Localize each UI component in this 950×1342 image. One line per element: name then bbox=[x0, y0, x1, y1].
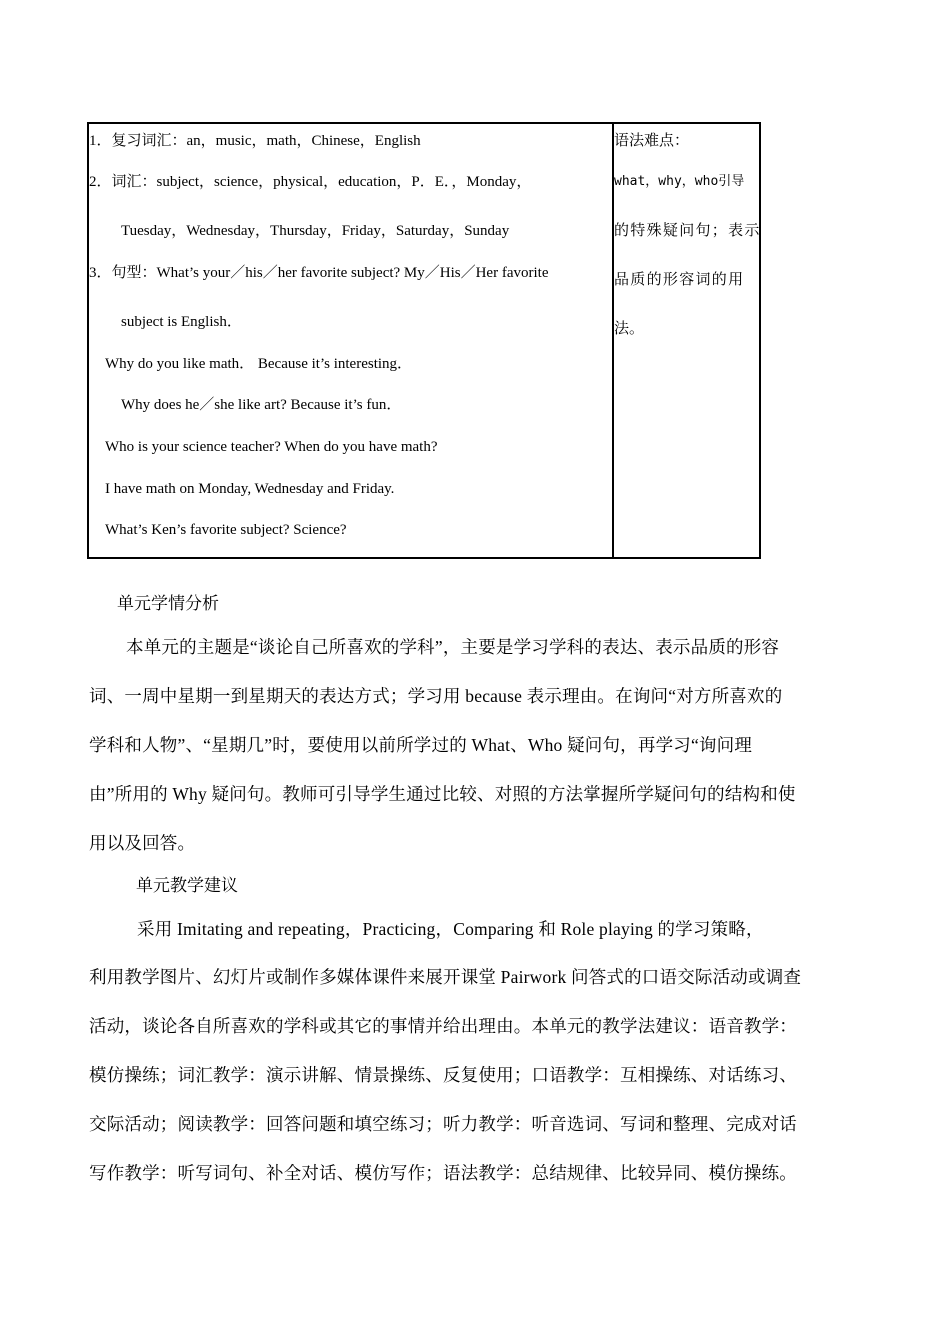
review-vocabulary-line: 1．复习词汇：an，music，math，Chinese，English bbox=[89, 133, 421, 149]
grammar-difficulty-line-2: 的特殊疑问句；表示 bbox=[614, 223, 761, 239]
analysis-heading: 单元学情分析 bbox=[117, 594, 219, 613]
grammar-difficulty-line-1: what，why，who引导 bbox=[614, 174, 745, 189]
suggestion-line: 活动，谈论各自所喜欢的学科或其它的事情并给出理由。本单元的教学法建议：语音教学： bbox=[89, 1016, 797, 1036]
suggestion-line: 交际活动；阅读教学：回答问题和填空练习；听力教学：听音选词、写词和整理、完成对话 bbox=[89, 1114, 797, 1134]
vocabulary-line-2: Tuesday，Wednesday，Thursday，Friday，Saturday，Sunday bbox=[121, 223, 510, 239]
analysis-line: 词、一周中星期一到星期天的表达方式；学习用 because 表示理由。在询问“对方所喜欢的 bbox=[89, 686, 783, 706]
suggestion-line: 利用教学图片、幻灯片或制作多媒体课件来展开课堂 Pairwork 问答式的口语交际活动或调查 bbox=[89, 967, 802, 987]
suggestion-heading: 单元教学建议 bbox=[136, 876, 238, 895]
grammar-difficulty-line-3: 品质的形容词的用 bbox=[614, 272, 745, 288]
example-sentence-1: Why do you like math． Because it’s interesting． bbox=[105, 356, 413, 372]
analysis-line: 学科和人物”、“星期几”时，要使用以前所学过的 What、Who 疑问句，再学习“询问理 bbox=[89, 735, 753, 755]
example-sentence-4: I have math on Monday, Wednesday and Friday. bbox=[105, 481, 395, 497]
example-sentence-2: Why does he／she like art? Because it’s fun． bbox=[121, 397, 402, 413]
sentence-pattern-line-1: 3．句型：What’s your／his／her favorite subject? My／His／Her favorite bbox=[89, 265, 549, 281]
grammar-difficulty-title: 语法难点： bbox=[614, 133, 690, 149]
suggestion-line: 采用 Imitating and repeating，Practicing，Comparing 和 Role playing 的学习策略， bbox=[137, 919, 764, 939]
analysis-line: 用以及回答。 bbox=[89, 833, 196, 853]
vocabulary-grammar-table bbox=[87, 122, 761, 559]
example-sentence-3: Who is your science teacher? When do you have math? bbox=[105, 439, 438, 455]
grammar-difficulty-line-4: 法。 bbox=[614, 321, 645, 337]
suggestion-line: 模仿操练；词汇教学：演示讲解、情景操练、反复使用；口语教学：互相操练、对话练习、 bbox=[89, 1065, 797, 1085]
vocabulary-line-1: 2．词汇：subject，science，physical，education，P．E．，Monday， bbox=[89, 174, 532, 190]
example-sentence-5: What’s Ken’s favorite subject? Science? bbox=[105, 522, 347, 538]
analysis-line: 本单元的主题是“谈论自己所喜欢的学科”，主要是学习学科的表达、表示品质的形容 bbox=[126, 637, 780, 657]
table-left-cell bbox=[89, 124, 612, 557]
analysis-line: 由”所用的 Why 疑问句。教师可引导学生通过比较、对照的方法掌握所学疑问句的结构和使 bbox=[89, 784, 796, 804]
table-right-cell bbox=[614, 124, 761, 557]
suggestion-line: 写作教学：听写词句、补全对话、模仿写作；语法教学：总结规律、比较异同、模仿操练。 bbox=[89, 1163, 797, 1183]
sentence-pattern-line-2: subject is English． bbox=[121, 314, 242, 330]
